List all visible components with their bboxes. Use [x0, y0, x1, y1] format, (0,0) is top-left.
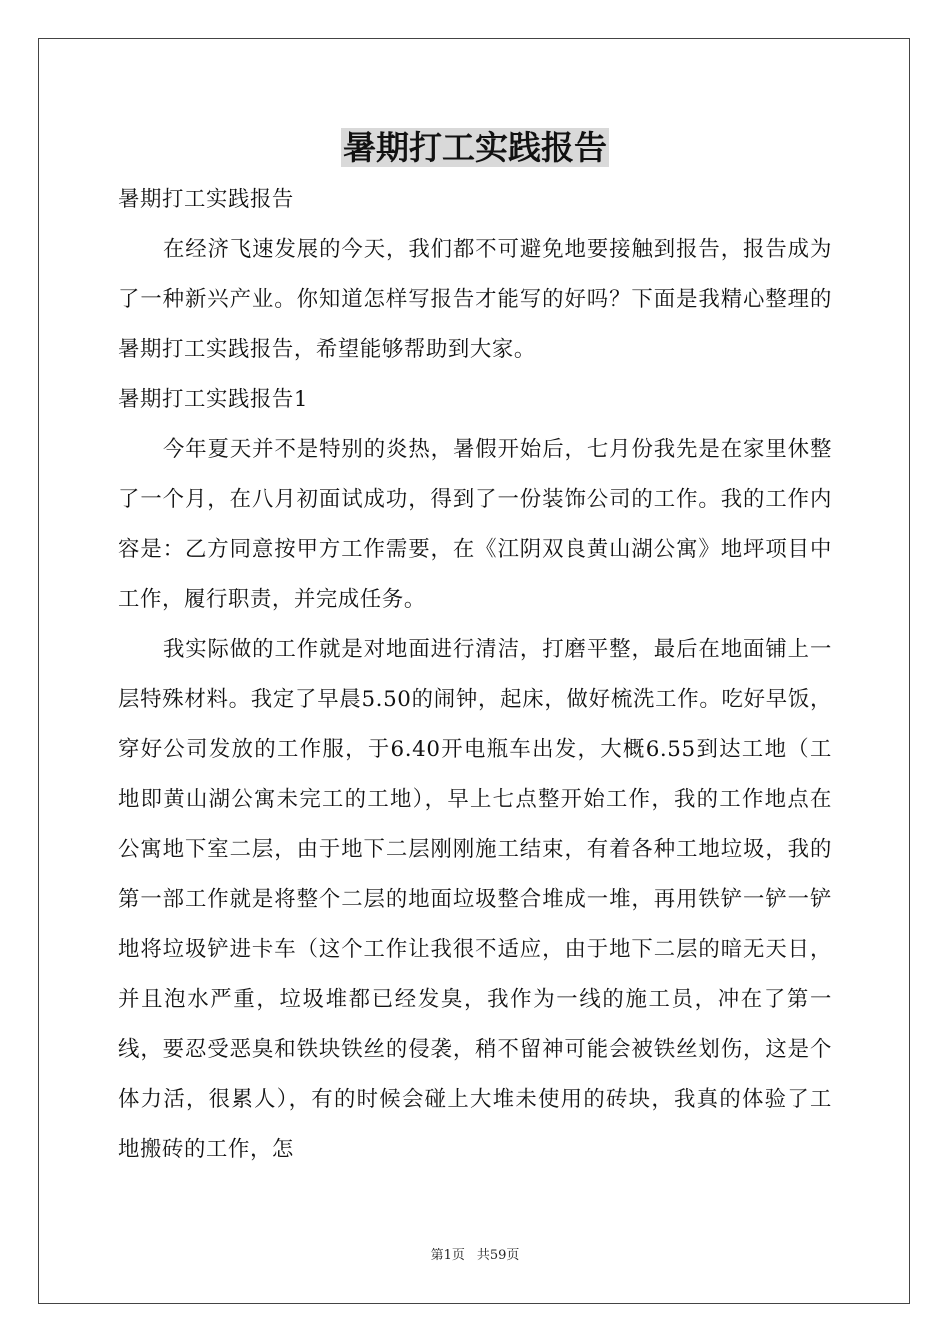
body-paragraph: 今年夏天并不是特别的炎热，暑假开始后，七月份我先是在家里休整了一个月，在八月初面试成功，得到了一份装饰公司的工作。我的工作内容是：乙方同意按甲方工作需要，在《江阴双良黄山湖公寓》地坪项目中工作，履行职责，并完成任务。: [118, 437, 832, 612]
page-footer: [0, 1244, 950, 1263]
document-title: [0, 124, 950, 172]
section-heading: 暑期打工实践报告1: [118, 387, 309, 412]
body-paragraph: 我实际做的工作就是对地面进行清洁，打磨平整，最后在地面铺上一层特殊材料。我定了早晨5.50的闹钟，起床，做好梳洗工作。吃好早饭，穿好公司发放的工作服，于6.40开电瓶车出发，大概6.55到达工地（工地即黄山湖公寓未完工的工地），早上七点整开始工作，我的工作地点在公寓地下室二层，由于地下二层刚刚施工结束，有着各种工地垃圾，我的第一部工作就是将整个二层的地面垃圾整合堆成一堆，再用铁铲一铲一铲地将垃圾铲进卡车（这个工作让我很不适应，由于地下二层的暗无天日，并且泡水严重，垃圾堆都已经发臭，我作为一线的施工员，冲在了第一线，要忍受恶臭和铁块铁丝的侵袭，稍不留神可能会被铁丝划伤，这是个体力活，很累人），有的时候会碰上大堆未使用的砖块，我真的体验了工地搬砖的工作，怎: [118, 637, 832, 1162]
document-body: [118, 175, 832, 1175]
page-number: 第1页: [430, 1248, 465, 1263]
section-heading: 暑期打工实践报告: [118, 187, 294, 212]
total-pages: 共59页: [476, 1248, 520, 1263]
body-paragraph: 在经济飞速发展的今天，我们都不可避免地要接触到报告，报告成为了一种新兴产业。你知道怎样写报告才能写的好吗？下面是我精心整理的暑期打工实践报告，希望能够帮助到大家。: [118, 237, 832, 362]
document-title-text: 暑期打工实践报告: [343, 128, 607, 167]
